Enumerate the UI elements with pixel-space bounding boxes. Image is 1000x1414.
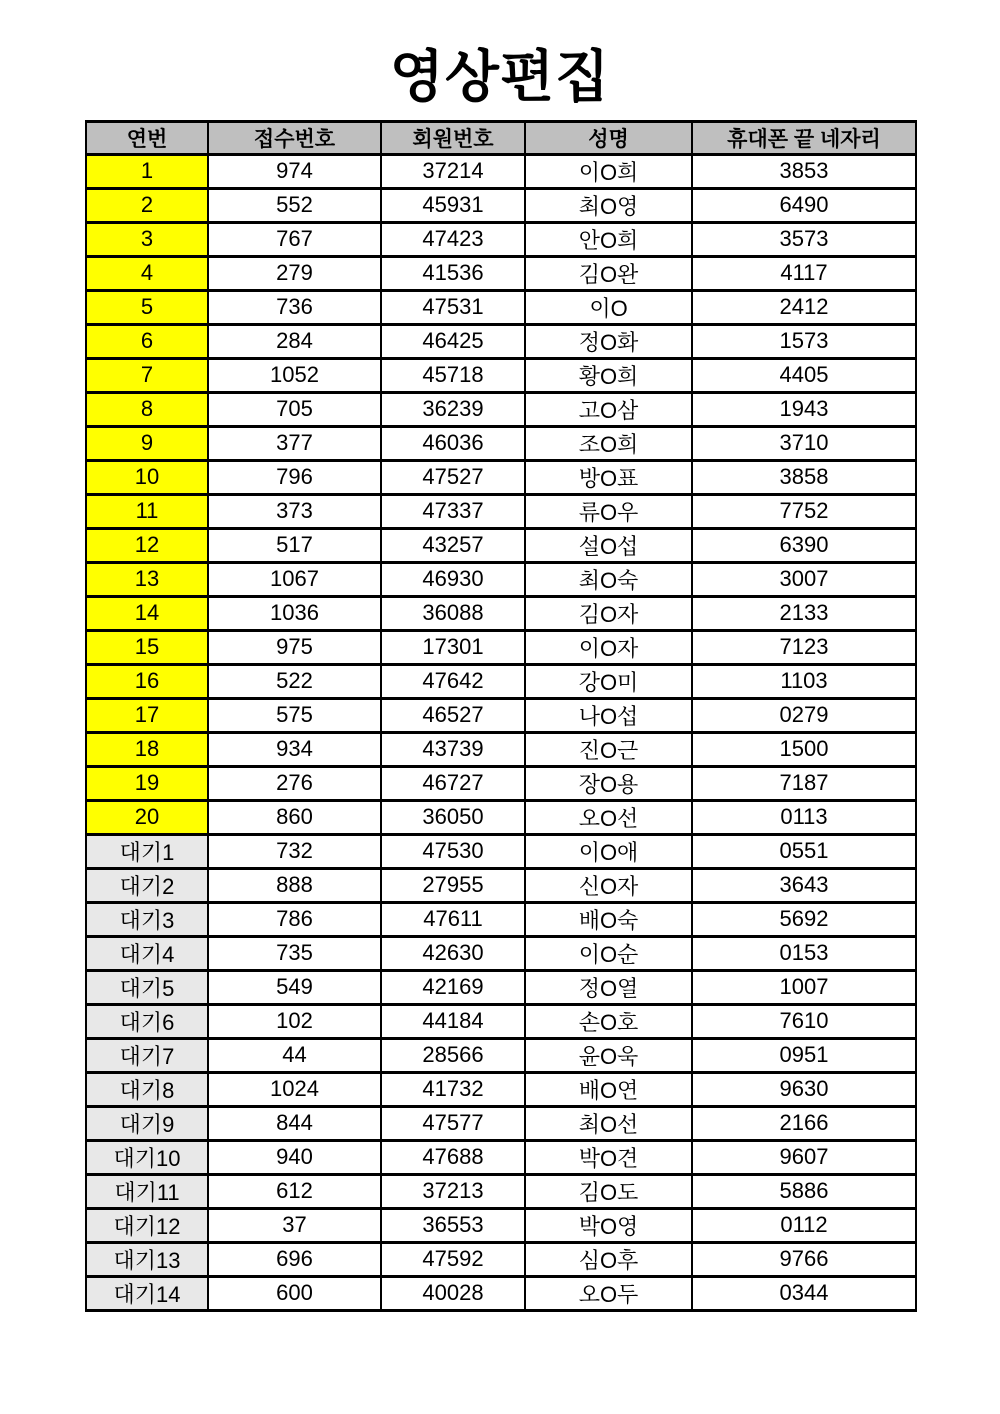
table-row: [86, 324, 916, 358]
table-row: [86, 154, 916, 188]
column-header-receipt-no: 접수번호: [208, 121, 381, 154]
roster-table: [85, 120, 917, 1312]
member-number-cell: 47337: [381, 494, 525, 528]
serial-cell: 20: [86, 800, 208, 834]
member-number-cell: 45718: [381, 358, 525, 392]
receipt-number-cell: 522: [208, 664, 381, 698]
serial-cell: 대기4: [86, 936, 208, 970]
column-header-serial: 연번: [86, 121, 208, 154]
member-number-cell: 47611: [381, 902, 525, 936]
phone-cell: 1103: [692, 664, 916, 698]
table-row: [86, 562, 916, 596]
table-row: [86, 1174, 916, 1208]
member-number-cell: 42630: [381, 936, 525, 970]
table-row: [86, 800, 916, 834]
header-row: [86, 121, 916, 154]
serial-cell: 대기5: [86, 970, 208, 1004]
receipt-number-cell: 796: [208, 460, 381, 494]
column-header-name: 성명: [525, 121, 692, 154]
phone-cell: 3643: [692, 868, 916, 902]
serial-cell: 4: [86, 256, 208, 290]
member-number-cell: 44184: [381, 1004, 525, 1038]
receipt-number-cell: 612: [208, 1174, 381, 1208]
member-number-cell: 47527: [381, 460, 525, 494]
table-row: [86, 834, 916, 868]
serial-cell: 17: [86, 698, 208, 732]
serial-cell: 15: [86, 630, 208, 664]
name-cell: 이O자: [525, 630, 692, 664]
member-number-cell: 27955: [381, 868, 525, 902]
receipt-number-cell: 37: [208, 1208, 381, 1242]
member-number-cell: 46425: [381, 324, 525, 358]
receipt-number-cell: 276: [208, 766, 381, 800]
table-row: [86, 256, 916, 290]
name-cell: 심O후: [525, 1242, 692, 1276]
name-cell: 나O섭: [525, 698, 692, 732]
page-title: 영상편집: [389, 45, 611, 108]
table-row: [86, 392, 916, 426]
serial-cell: 대기12: [86, 1208, 208, 1242]
member-number-cell: 45931: [381, 188, 525, 222]
receipt-number-cell: 888: [208, 868, 381, 902]
table-row: [86, 698, 916, 732]
serial-cell: 14: [86, 596, 208, 630]
name-cell: 강O미: [525, 664, 692, 698]
phone-cell: 9630: [692, 1072, 916, 1106]
phone-cell: 1573: [692, 324, 916, 358]
receipt-number-cell: 732: [208, 834, 381, 868]
name-cell: 김O도: [525, 1174, 692, 1208]
member-number-cell: 36050: [381, 800, 525, 834]
phone-cell: 9766: [692, 1242, 916, 1276]
name-cell: 배O숙: [525, 902, 692, 936]
serial-cell: 1: [86, 154, 208, 188]
phone-cell: 1007: [692, 970, 916, 1004]
serial-cell: 대기6: [86, 1004, 208, 1038]
member-number-cell: 42169: [381, 970, 525, 1004]
receipt-number-cell: 575: [208, 698, 381, 732]
member-number-cell: 46727: [381, 766, 525, 800]
serial-cell: 대기7: [86, 1038, 208, 1072]
member-number-cell: 28566: [381, 1038, 525, 1072]
table-row: [86, 936, 916, 970]
column-header-member-no: 회원번호: [381, 121, 525, 154]
phone-cell: 4117: [692, 256, 916, 290]
serial-cell: 5: [86, 290, 208, 324]
receipt-number-cell: 705: [208, 392, 381, 426]
phone-cell: 0951: [692, 1038, 916, 1072]
phone-cell: 4405: [692, 358, 916, 392]
phone-cell: 2412: [692, 290, 916, 324]
name-cell: 설O섭: [525, 528, 692, 562]
table-row: [86, 1004, 916, 1038]
member-number-cell: 47577: [381, 1106, 525, 1140]
receipt-number-cell: 940: [208, 1140, 381, 1174]
serial-cell: 11: [86, 494, 208, 528]
receipt-number-cell: 696: [208, 1242, 381, 1276]
name-cell: 조O희: [525, 426, 692, 460]
table-row: [86, 222, 916, 256]
table-row: [86, 426, 916, 460]
name-cell: 이O: [525, 290, 692, 324]
member-number-cell: 47688: [381, 1140, 525, 1174]
receipt-number-cell: 549: [208, 970, 381, 1004]
name-cell: 손O호: [525, 1004, 692, 1038]
phone-cell: 3710: [692, 426, 916, 460]
serial-cell: 19: [86, 766, 208, 800]
name-cell: 정O화: [525, 324, 692, 358]
receipt-number-cell: 934: [208, 732, 381, 766]
phone-cell: 0551: [692, 834, 916, 868]
member-number-cell: 43257: [381, 528, 525, 562]
phone-cell: 0153: [692, 936, 916, 970]
table-row: [86, 1242, 916, 1276]
serial-cell: 대기9: [86, 1106, 208, 1140]
serial-cell: 8: [86, 392, 208, 426]
serial-cell: 9: [86, 426, 208, 460]
receipt-number-cell: 377: [208, 426, 381, 460]
phone-cell: 3007: [692, 562, 916, 596]
receipt-number-cell: 44: [208, 1038, 381, 1072]
name-cell: 오O선: [525, 800, 692, 834]
member-number-cell: 36088: [381, 596, 525, 630]
phone-cell: 6390: [692, 528, 916, 562]
receipt-number-cell: 1036: [208, 596, 381, 630]
phone-cell: 2166: [692, 1106, 916, 1140]
member-number-cell: 47642: [381, 664, 525, 698]
member-number-cell: 43739: [381, 732, 525, 766]
phone-cell: 3858: [692, 460, 916, 494]
table-row: [86, 1140, 916, 1174]
table-row: [86, 188, 916, 222]
table-row: [86, 358, 916, 392]
member-number-cell: 47592: [381, 1242, 525, 1276]
serial-cell: 대기10: [86, 1140, 208, 1174]
phone-cell: 0344: [692, 1276, 916, 1310]
receipt-number-cell: 860: [208, 800, 381, 834]
table-row: [86, 970, 916, 1004]
member-number-cell: 47423: [381, 222, 525, 256]
member-number-cell: 37214: [381, 154, 525, 188]
table-row: [86, 290, 916, 324]
name-cell: 고O삼: [525, 392, 692, 426]
receipt-number-cell: 373: [208, 494, 381, 528]
table-row: [86, 1106, 916, 1140]
phone-cell: 5886: [692, 1174, 916, 1208]
receipt-number-cell: 552: [208, 188, 381, 222]
member-number-cell: 36239: [381, 392, 525, 426]
phone-cell: 7610: [692, 1004, 916, 1038]
receipt-number-cell: 736: [208, 290, 381, 324]
serial-cell: 대기13: [86, 1242, 208, 1276]
phone-cell: 3853: [692, 154, 916, 188]
name-cell: 신O자: [525, 868, 692, 902]
phone-cell: 7187: [692, 766, 916, 800]
name-cell: 최O영: [525, 188, 692, 222]
receipt-number-cell: 735: [208, 936, 381, 970]
member-number-cell: 40028: [381, 1276, 525, 1310]
serial-cell: 6: [86, 324, 208, 358]
receipt-number-cell: 284: [208, 324, 381, 358]
name-cell: 진O근: [525, 732, 692, 766]
receipt-number-cell: 975: [208, 630, 381, 664]
table-body: [86, 154, 916, 1310]
name-cell: 김O자: [525, 596, 692, 630]
phone-cell: 1943: [692, 392, 916, 426]
name-cell: 이O애: [525, 834, 692, 868]
serial-cell: 대기11: [86, 1174, 208, 1208]
name-cell: 방O표: [525, 460, 692, 494]
serial-cell: 대기8: [86, 1072, 208, 1106]
serial-cell: 12: [86, 528, 208, 562]
name-cell: 최O숙: [525, 562, 692, 596]
name-cell: 윤O욱: [525, 1038, 692, 1072]
serial-cell: 대기1: [86, 834, 208, 868]
receipt-number-cell: 600: [208, 1276, 381, 1310]
member-number-cell: 47531: [381, 290, 525, 324]
phone-cell: 2133: [692, 596, 916, 630]
member-number-cell: 41732: [381, 1072, 525, 1106]
member-number-cell: 46036: [381, 426, 525, 460]
serial-cell: 대기3: [86, 902, 208, 936]
phone-cell: 7123: [692, 630, 916, 664]
receipt-number-cell: 786: [208, 902, 381, 936]
name-cell: 박O견: [525, 1140, 692, 1174]
name-cell: 김O완: [525, 256, 692, 290]
table-row: [86, 460, 916, 494]
phone-cell: 0113: [692, 800, 916, 834]
table-row: [86, 664, 916, 698]
table-row: [86, 868, 916, 902]
serial-cell: 16: [86, 664, 208, 698]
member-number-cell: 41536: [381, 256, 525, 290]
member-number-cell: 17301: [381, 630, 525, 664]
serial-cell: 대기2: [86, 868, 208, 902]
table-row: [86, 766, 916, 800]
name-cell: 안O희: [525, 222, 692, 256]
serial-cell: 3: [86, 222, 208, 256]
serial-cell: 2: [86, 188, 208, 222]
name-cell: 황O희: [525, 358, 692, 392]
member-number-cell: 37213: [381, 1174, 525, 1208]
phone-cell: 5692: [692, 902, 916, 936]
member-number-cell: 46527: [381, 698, 525, 732]
member-number-cell: 36553: [381, 1208, 525, 1242]
receipt-number-cell: 517: [208, 528, 381, 562]
serial-cell: 18: [86, 732, 208, 766]
receipt-number-cell: 102: [208, 1004, 381, 1038]
serial-cell: 10: [86, 460, 208, 494]
table-row: [86, 1072, 916, 1106]
receipt-number-cell: 767: [208, 222, 381, 256]
member-number-cell: 47530: [381, 834, 525, 868]
name-cell: 정O열: [525, 970, 692, 1004]
table-row: [86, 528, 916, 562]
receipt-number-cell: 279: [208, 256, 381, 290]
serial-cell: 13: [86, 562, 208, 596]
receipt-number-cell: 974: [208, 154, 381, 188]
receipt-number-cell: 1024: [208, 1072, 381, 1106]
phone-cell: 1500: [692, 732, 916, 766]
name-cell: 류O우: [525, 494, 692, 528]
table-row: [86, 732, 916, 766]
phone-cell: 0112: [692, 1208, 916, 1242]
table-row: [86, 902, 916, 936]
name-cell: 이O희: [525, 154, 692, 188]
phone-cell: 7752: [692, 494, 916, 528]
phone-cell: 0279: [692, 698, 916, 732]
receipt-number-cell: 1052: [208, 358, 381, 392]
name-cell: 오O두: [525, 1276, 692, 1310]
name-cell: 이O순: [525, 936, 692, 970]
table-row: [86, 1038, 916, 1072]
name-cell: 박O영: [525, 1208, 692, 1242]
serial-cell: 7: [86, 358, 208, 392]
receipt-number-cell: 844: [208, 1106, 381, 1140]
table-row: [86, 630, 916, 664]
name-cell: 최O선: [525, 1106, 692, 1140]
receipt-number-cell: 1067: [208, 562, 381, 596]
column-header-phone-last4: 휴대폰 끝 네자리: [692, 121, 916, 154]
name-cell: 장O용: [525, 766, 692, 800]
phone-cell: 6490: [692, 188, 916, 222]
member-number-cell: 46930: [381, 562, 525, 596]
serial-cell: 대기14: [86, 1276, 208, 1310]
name-cell: 배O연: [525, 1072, 692, 1106]
phone-cell: 3573: [692, 222, 916, 256]
phone-cell: 9607: [692, 1140, 916, 1174]
table-row: [86, 494, 916, 528]
table-row: [86, 1208, 916, 1242]
table-row: [86, 596, 916, 630]
table-row: [86, 1276, 916, 1310]
